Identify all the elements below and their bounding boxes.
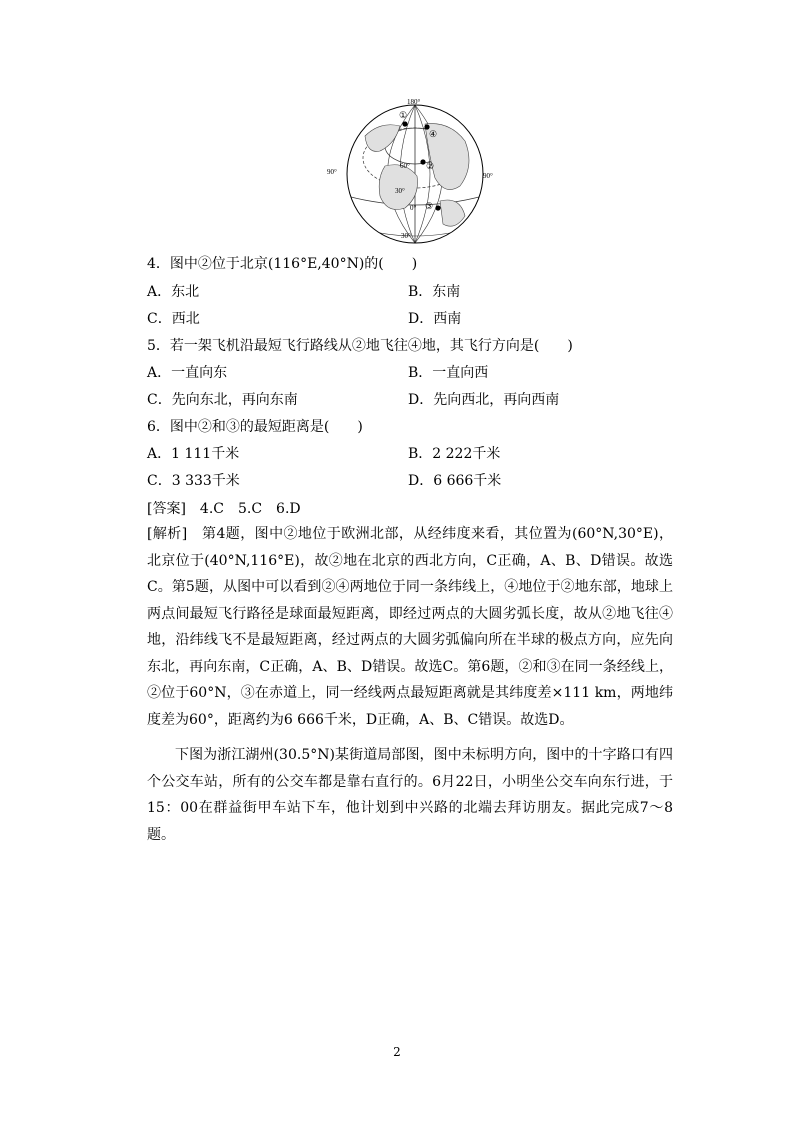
label-180: 180° <box>407 98 421 106</box>
question-6-option-d: D．6 666千米 <box>408 473 502 489</box>
question-6-option-a: A．1 111千米 <box>147 446 240 462</box>
analysis-text: [解析] 第4题，图中②地位于欧洲北部，从经纬度来看，其位置为(60°N,30°E)，北京位于(40°N,116°E)，故②地在北京的西北方向，C正确，A、B、D错误。故选C。第5题，从图中可以看到②④两地位于同一条纬线上，④地位于②地东部，地球上两点间最短飞行路径是球面最短距离，即经过两点的大圆劣弧长度，故从②地飞往④地，沿纬线飞不是最短距离，经过两点的大圆劣弧偏向所在半球的极点方向，应先向东北，再向东南，C正确，A、B、D错误。故选C。第6题，②和③在同一条经线上，②位于60°N，③在赤道上，同一经线两点最短距离就是其纬度差×111 km，两地纬度差为60°，距离约为6 666千米，D正确，A、B、C错误。故选D。 <box>147 526 673 728</box>
label-90-right: 90° <box>483 172 493 180</box>
question-5-option-a: A．一直向东 <box>147 365 228 381</box>
label-lat30: 30° <box>395 187 405 195</box>
marker-label-2: ② <box>426 161 435 171</box>
marker-label-4: ④ <box>429 129 438 139</box>
question-6-option-c: C．3 333千米 <box>147 473 240 489</box>
question-4-option-d: D．西南 <box>408 311 462 327</box>
question-5-stem: 5．若一架飞机沿最短飞行路线从②地飞往④地，其飞行方向是( ) <box>147 338 573 354</box>
question-4-option-b: B．东南 <box>408 284 461 300</box>
marker-label-3: ③ <box>425 201 434 211</box>
question-6-stem: 6．图中②和③的最短距离是( ) <box>147 419 363 435</box>
marker-label-1: ① <box>399 110 408 120</box>
question-5-option-d: D．先向西北，再向西南 <box>408 392 560 408</box>
label-90-left: 90° <box>327 168 337 176</box>
answer-line: [答案] 4.C 5.C 6.D <box>147 501 301 517</box>
label-equator: 0° <box>410 204 417 212</box>
marker-dot-1 <box>402 121 407 126</box>
question-6-option-b: B．2 222千米 <box>408 446 501 462</box>
intro-text: 下图为浙江湖州(30.5°N)某街道局部图，图中未标明方向，图中的十字路口有四个公交车站，所有的公交车都是靠右直行的。6月22日，小明坐公交车向东行进，于15：00在群益街甲车站下车，他计划到中兴路的北端去拜访朋友。据此完成7～8题。 <box>147 747 673 843</box>
question-4-option-c: C．西北 <box>147 311 200 327</box>
marker-dot-3 <box>435 205 440 210</box>
label-lat30s: 30° <box>401 232 411 240</box>
question-5-option-b: B．一直向西 <box>408 365 489 381</box>
intro-paragraph <box>147 742 673 848</box>
globe-figure <box>325 96 505 246</box>
question-4-stem: 4．图中②位于北京(116°E,40°N)的( ) <box>147 256 418 272</box>
question-4-option-a: A．东北 <box>147 284 200 300</box>
question-5-option-c: C．先向东北，再向东南 <box>147 392 298 408</box>
analysis-paragraph <box>147 521 673 733</box>
label-lat60: 60° <box>400 162 410 170</box>
page-number: 2 <box>393 1045 401 1059</box>
marker-dot-2 <box>420 159 425 164</box>
